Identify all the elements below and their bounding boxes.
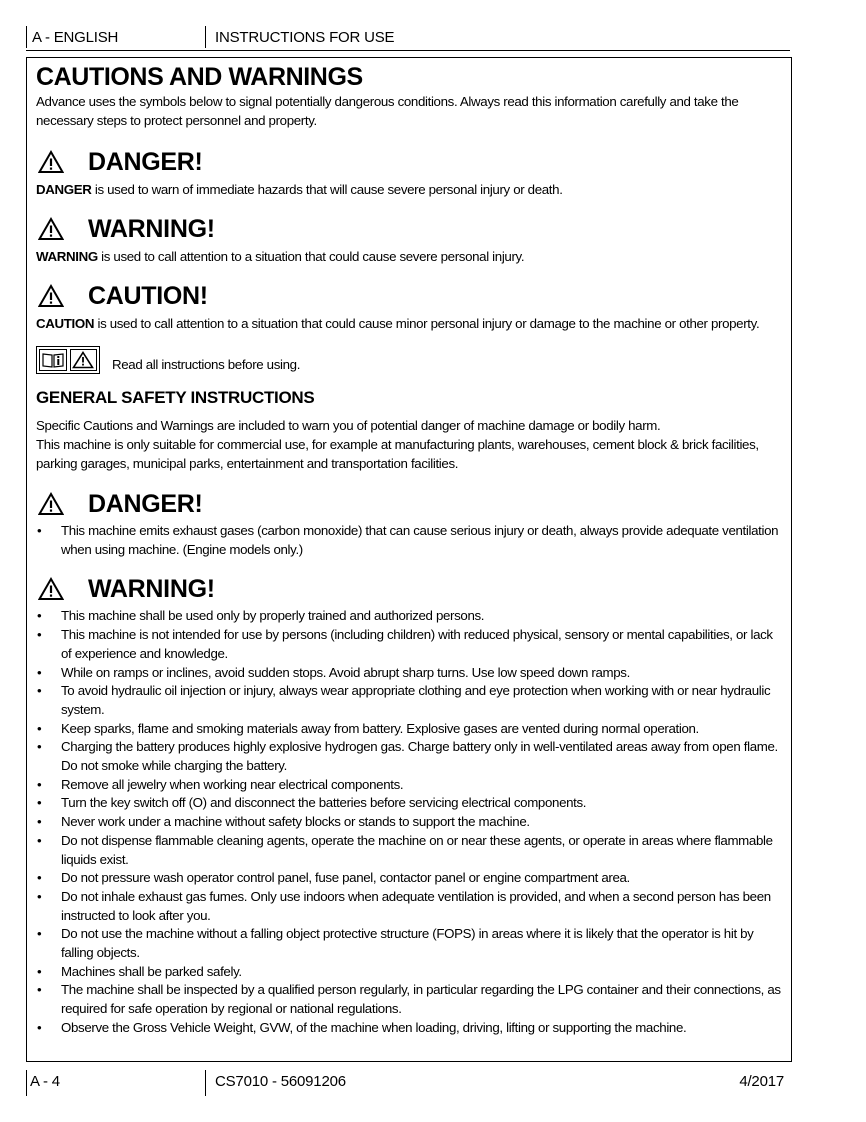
list-item: • Keep sparks, flame and smoking materials away from battery. Explosive gases are vented during normal operation. [36, 720, 786, 739]
caution-description [36, 314, 786, 333]
warning-text: is used to call attention to a situation that could cause severe personal injury. [97, 249, 525, 264]
danger-description [36, 180, 786, 199]
list-item: • Do not inhale exhaust gas fumes. Only use indoors when adequate ventilation is provided, and when a second person has been instructed to look after you. [36, 888, 786, 925]
footer-divider [205, 1070, 206, 1096]
warning-triangle-icon [38, 492, 64, 516]
header-doc-type: INSTRUCTIONS FOR USE [215, 29, 395, 46]
list-item: • Never work under a machine without safety blocks or stands to support the machine. [36, 813, 786, 832]
intro-paragraph: Advance uses the symbols below to signal potentially dangerous conditions. Always read this information carefully and take the necessary steps to protect personnel and property. [36, 94, 739, 128]
caution-text: is used to call attention to a situation that could cause minor personal injury or damage to the machine or other property. [94, 316, 760, 331]
warning-section-heading [36, 571, 786, 607]
danger-heading [36, 144, 786, 180]
warning-heading-text: WARNING! [88, 214, 215, 243]
danger-text: is used to warn of immediate hazards that will cause severe personal injury or death. [91, 182, 563, 197]
warning-triangle-icon [38, 577, 64, 601]
list-item: • Machines shall be parked safely. [36, 963, 786, 982]
caution-heading [36, 278, 786, 314]
footer-page-number: A - 4 [30, 1073, 60, 1090]
header-divider [205, 26, 206, 48]
manual-icon [39, 349, 67, 371]
list-item: • The machine shall be inspected by a qualified person regularly, in particular regarding the LPG container and their connections, as required for safe operation by regional or national regulations. [36, 981, 786, 1018]
warning-section-heading-text: WARNING! [88, 574, 215, 603]
footer-date: 4/2017 [739, 1073, 784, 1090]
list-item: • This machine is not intended for use by persons (including children) with reduced physical, sensory or mental capabilities, or lack of experience and knowledge. [36, 626, 786, 663]
footer-divider [26, 1070, 27, 1096]
list-item: • While on ramps or inclines, avoid sudden stops. Avoid abrupt sharp turns. Use low speed down ramps. [36, 664, 786, 683]
warning-list [36, 607, 786, 1037]
danger-section-heading-text: DANGER! [88, 489, 203, 518]
read-instructions-text: Read all instructions before using. [112, 357, 301, 372]
list-item: • This machine emits exhaust gases (carbon monoxide) that can cause serious injury or death, always provide adequate ventilation when using machine. (Engine models only.) [36, 522, 786, 559]
footer-model: CS7010 - 56091206 [215, 1073, 346, 1090]
danger-list [36, 522, 786, 559]
read-instructions-row [36, 338, 786, 374]
page-footer [26, 1070, 792, 1096]
general-safety-title: GENERAL SAFETY INSTRUCTIONS [36, 388, 315, 407]
list-item: • This machine shall be used only by properly trained and authorized persons. [36, 607, 786, 626]
list-item: • Charging the battery produces highly explosive hydrogen gas. Charge battery only in well-ventilated areas away from open flame. Do not smoke while charging the battery. [36, 738, 786, 775]
list-item: • Remove all jewelry when working near electrical components. [36, 776, 786, 795]
page-title: CAUTIONS AND WARNINGS [36, 63, 363, 91]
general-safety-p1: Specific Cautions and Warnings are included to warn you of potential danger of machine damage or bodily harm. [36, 418, 661, 433]
warning-keyword: WARNING [36, 249, 98, 264]
header-language: A - ENGLISH [32, 29, 119, 46]
danger-heading-text: DANGER! [88, 147, 203, 176]
page-header [26, 26, 790, 51]
list-item: • Observe the Gross Vehicle Weight, GVW, of the machine when loading, driving, lifting or supporting the machine. [36, 1019, 786, 1038]
warning-triangle-icon [38, 150, 64, 174]
warning-triangle-icon [38, 217, 64, 241]
warning-triangle-icon [38, 284, 64, 308]
header-divider [26, 26, 27, 48]
warning-heading [36, 211, 786, 247]
caution-keyword: CAUTION [36, 316, 95, 331]
list-item: • Do not use the machine without a falling object protective structure (FOPS) in areas where it is likely that the operator is hit by falling objects. [36, 925, 786, 962]
general-safety-p2: This machine is only suitable for commercial use, for example at manufacturing plants, warehouses, cement block & brick facilities, parking garages, municipal parks, entertainment and transportation facilities. [36, 437, 759, 471]
warning-description [36, 247, 786, 266]
danger-keyword: DANGER [36, 182, 92, 197]
list-item: • Do not dispense flammable cleaning agents, operate the machine on or near these agents, or operate in areas where flammable liquids exist. [36, 832, 786, 869]
warning-triangle-icon [70, 349, 98, 371]
page-content [36, 62, 786, 1038]
danger-section-heading [36, 486, 786, 522]
list-item: • Do not pressure wash operator control panel, fuse panel, contactor panel or engine compartment area. [36, 869, 786, 888]
list-item: • To avoid hydraulic oil injection or injury, always wear appropriate clothing and eye protection when working with or near hydraulic system. [36, 682, 786, 719]
list-item: • Turn the key switch off (O) and disconnect the batteries before servicing electrical components. [36, 794, 786, 813]
caution-heading-text: CAUTION! [88, 281, 208, 310]
read-manual-symbol [36, 346, 100, 374]
